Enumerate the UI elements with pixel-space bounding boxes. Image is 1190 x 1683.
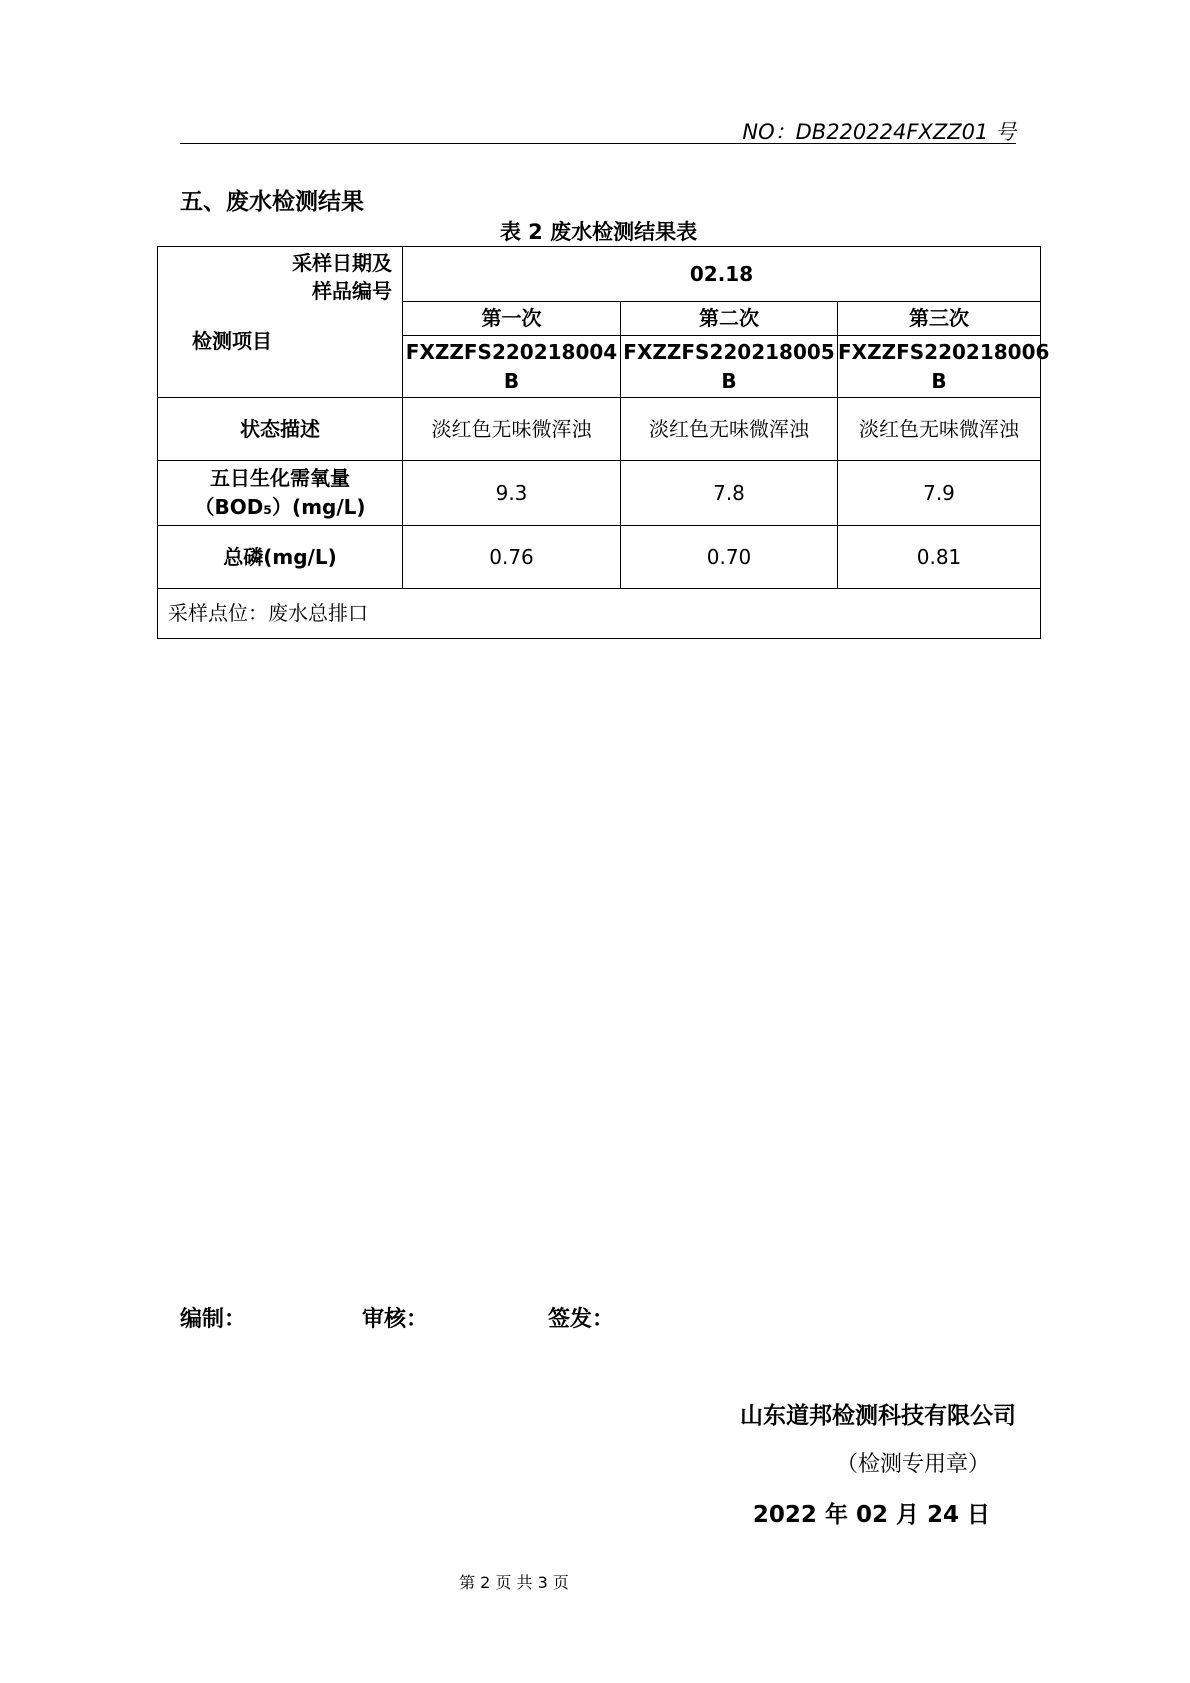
results-table (157, 246, 1050, 639)
sample-id-suffix: B (503, 368, 520, 393)
issue-date: 2022 年 02 月 24 日 (752, 1502, 990, 1528)
round-header: 第二次 (621, 302, 838, 336)
section-title: 五、废水检测结果 (180, 189, 364, 215)
row-label-line: 五日生化需氧量 (210, 466, 350, 490)
sampling-location: 采样点位：废水总排口 (158, 589, 1041, 639)
round-header: 第三次 (838, 302, 1041, 336)
sample-id-code: FXZZFS220218004 (405, 339, 618, 364)
corner-label-item: 检测项目 (192, 329, 272, 353)
header-divider (180, 143, 1016, 144)
round-header: 第一次 (403, 302, 621, 336)
table-cell: 7.8 (621, 461, 838, 526)
page-number: 第 2 页 共 3 页 (459, 1573, 569, 1592)
table-row (158, 526, 1041, 589)
sample-id (403, 336, 621, 398)
table-row (158, 398, 1041, 461)
sample-id-code: FXZZFS220218006 (838, 339, 1050, 364)
compiler-label: 编制： (180, 1307, 247, 1332)
table-cell: 0.81 (838, 526, 1041, 589)
table-cell: 0.70 (621, 526, 838, 589)
corner-label-sample: 样品编号 (312, 279, 392, 303)
company-name: 山东道邦检测科技有限公司 (740, 1403, 1016, 1429)
issuer-label: 签发： (548, 1307, 615, 1332)
stamp-note: （检测专用章） (835, 1452, 990, 1477)
sample-id-suffix: B (931, 368, 947, 393)
table-cell: 0.76 (403, 526, 621, 589)
table-corner-cell (158, 247, 403, 398)
row-label-line: （BOD₅）(mg/L) (194, 495, 366, 519)
reviewer-label: 审核： (362, 1307, 429, 1332)
sample-id-code: FXZZFS220218005 (623, 339, 835, 364)
table-cell: 淡红色无味微浑浊 (403, 398, 621, 461)
sample-id (621, 336, 838, 398)
corner-label-date: 采样日期及 (292, 251, 392, 275)
sample-id (838, 336, 1050, 398)
sample-id-suffix: B (721, 368, 737, 393)
row-label: 总磷(mg/L) (158, 526, 403, 589)
sampling-date: 02.18 (403, 247, 1041, 302)
table-cell: 淡红色无味微浑浊 (838, 398, 1041, 461)
table-cell: 7.9 (838, 461, 1041, 526)
row-label: 状态描述 (158, 398, 403, 461)
table-caption: 表 2 废水检测结果表 (499, 220, 698, 244)
table-cell: 9.3 (403, 461, 621, 526)
row-label (158, 461, 403, 526)
table-cell: 淡红色无味微浑浊 (621, 398, 838, 461)
report-number: NO：DB220224FXZZ01 号 (742, 120, 1016, 144)
table-row (158, 461, 1041, 526)
